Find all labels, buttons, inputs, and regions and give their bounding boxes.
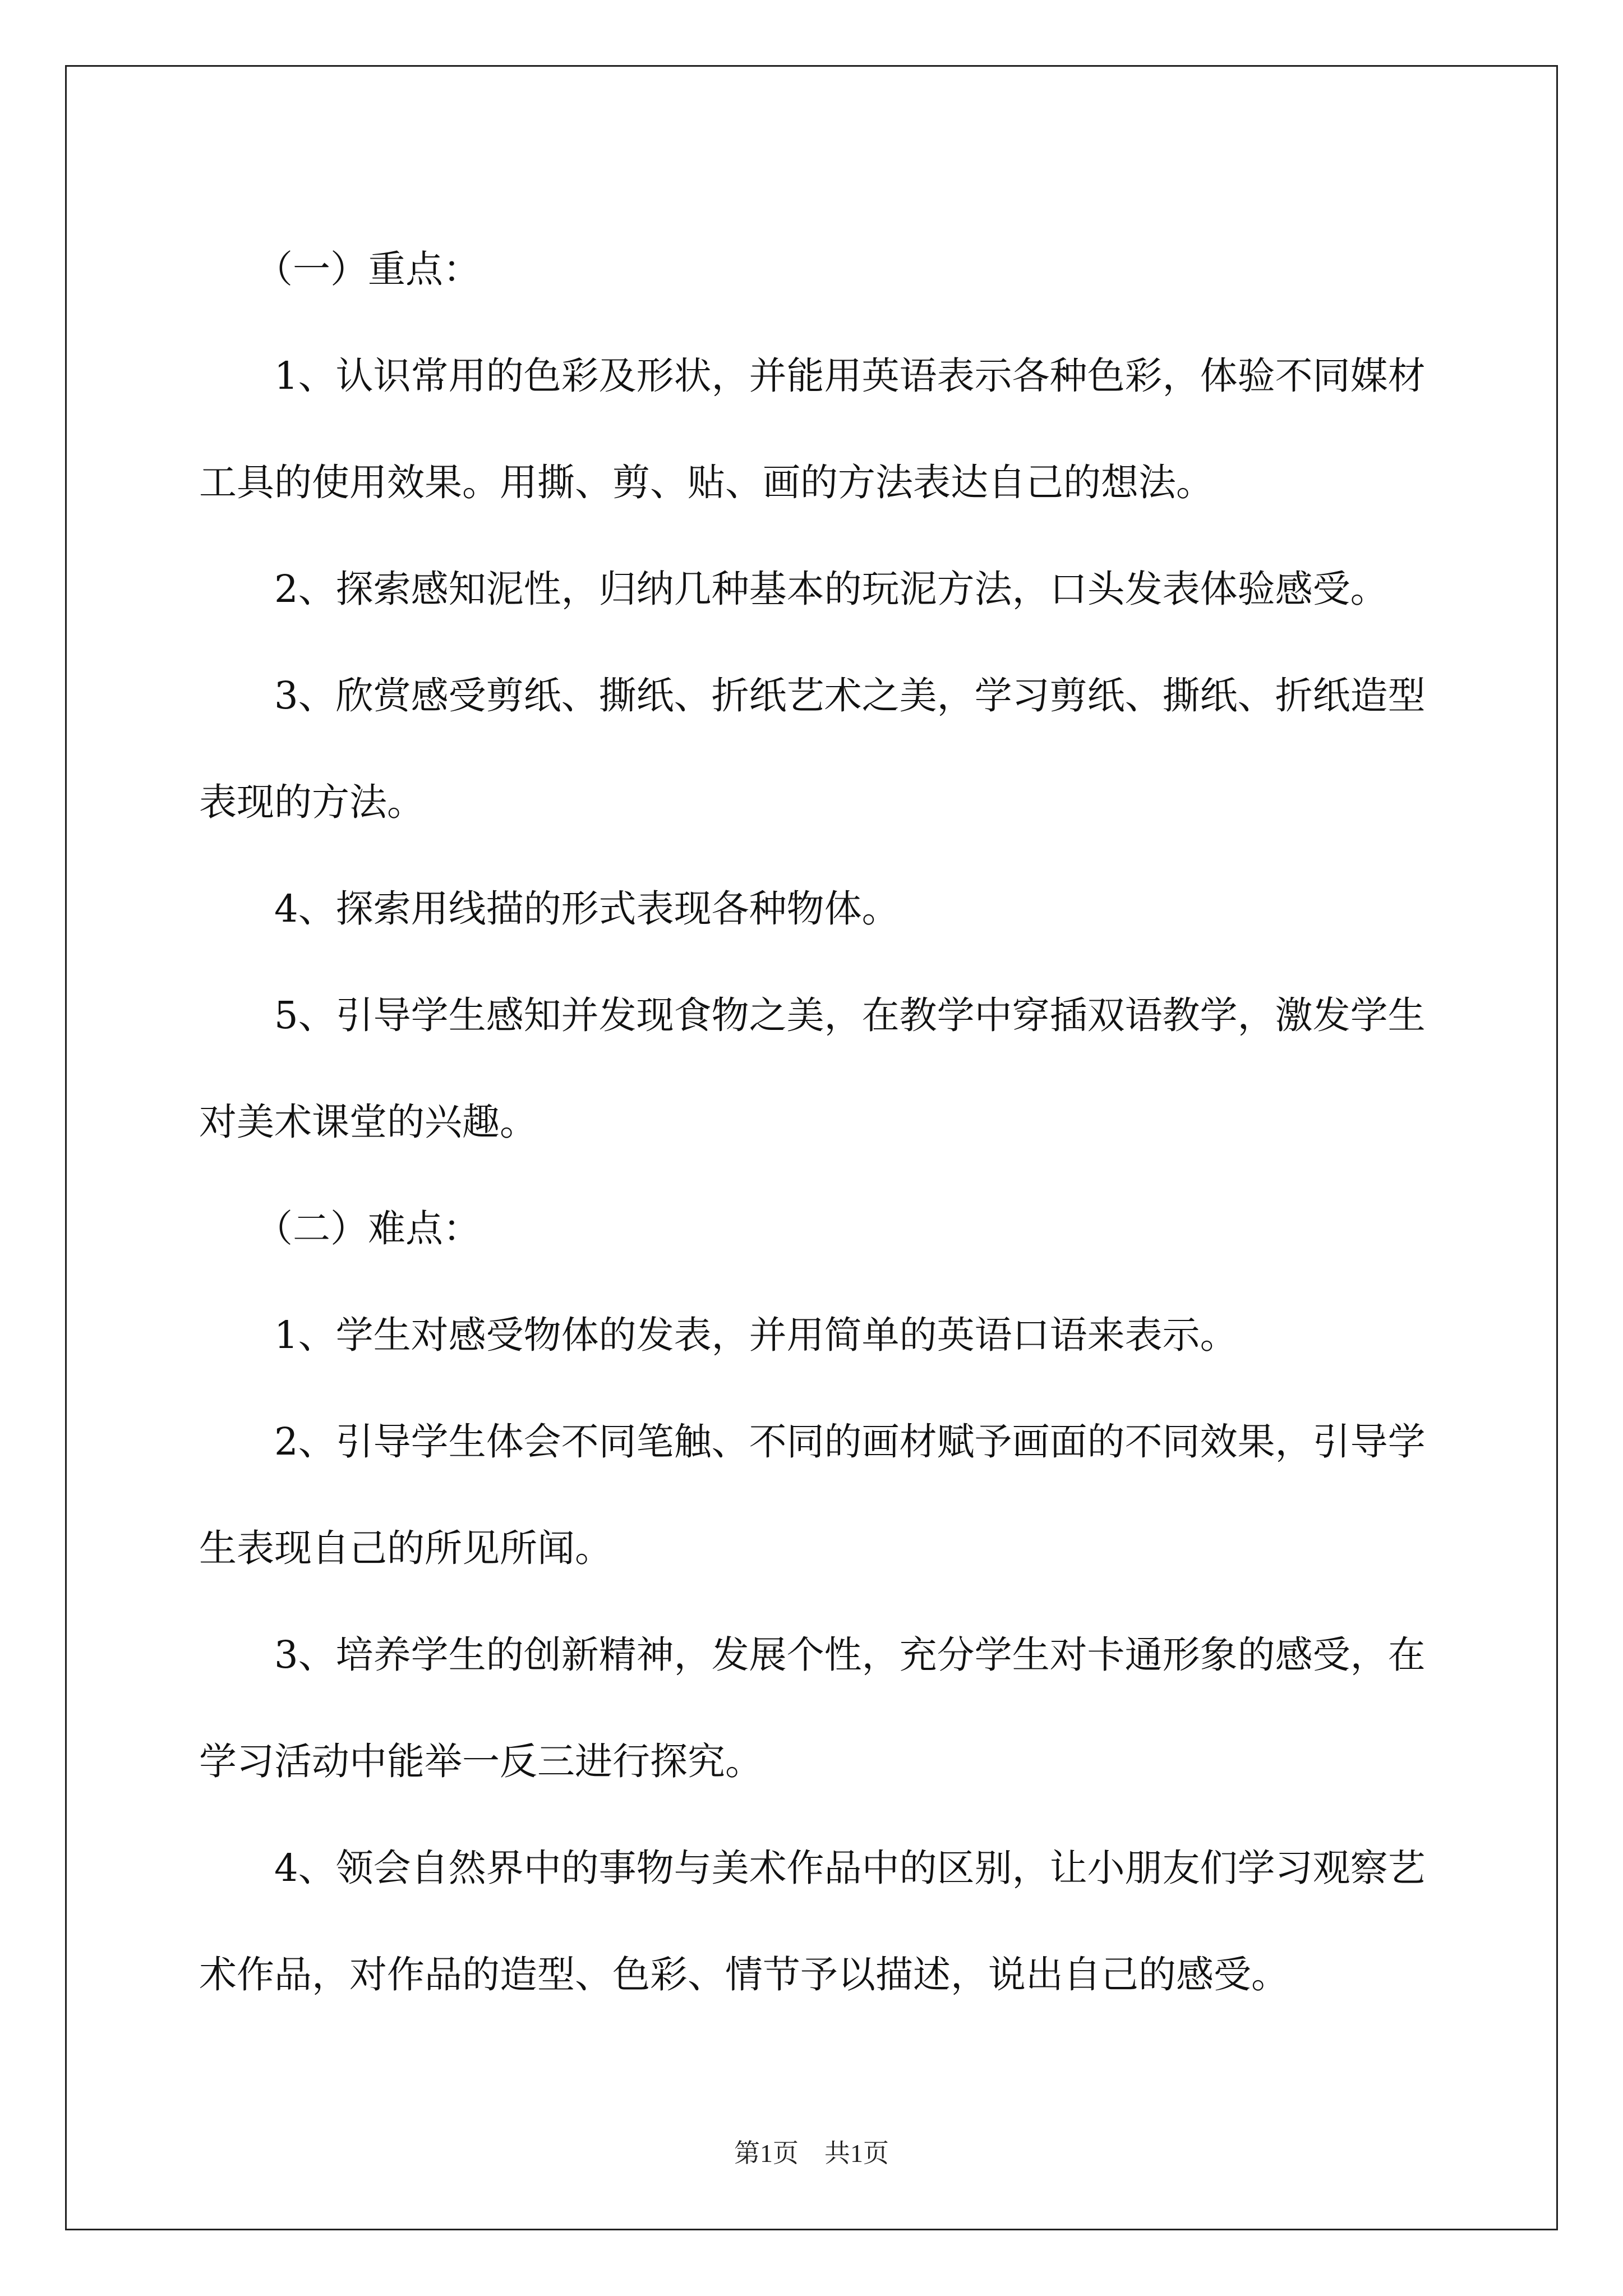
page-footer xyxy=(0,2133,1623,2170)
key-point-item-5: 5、引导学生感知并发现食物之美，在教学中穿插双语教学，激发学生对美术课堂的兴趣。 xyxy=(199,993,1426,1144)
key-point-item-2: 2、探索感知泥性，归纳几种基本的玩泥方法，口头发表体验感受。 xyxy=(274,567,1388,611)
document-body xyxy=(199,216,1427,2028)
section-heading-key-points: （一）重点： xyxy=(255,247,481,291)
page-number: 第1页 xyxy=(734,2139,799,2168)
difficulty-item-3: 3、培养学生的创新精神，发展个性，充分学生对卡通形象的感受，在学习活动中能举一反三进行探究。 xyxy=(199,1633,1426,1783)
key-point-item-1: 1、认识常用的色彩及形状，并能用英语表示各种色彩，体验不同媒材工具的使用效果。用撕、剪、贴、画的方法表达自己的想法。 xyxy=(199,354,1426,504)
difficulty-item-4: 4、领会自然界中的事物与美术作品中的区别，让小朋友们学习观察艺术作品，对作品的造型、色彩、情节予以描述，说出自己的感受。 xyxy=(199,1846,1426,1996)
page-total: 共1页 xyxy=(824,2139,889,2168)
key-point-item-3: 3、欣赏感受剪纸、撕纸、折纸艺术之美，学习剪纸、撕纸、折纸造型表现的方法。 xyxy=(199,674,1426,824)
section-heading-difficulties: （二）难点： xyxy=(255,1207,481,1250)
difficulty-item-2: 2、引导学生体会不同笔触、不同的画材赋予画面的不同效果，引导学生表现自己的所见所闻。 xyxy=(199,1420,1426,1570)
key-point-item-4: 4、探索用线描的形式表现各种物体。 xyxy=(274,887,900,931)
difficulty-item-1: 1、学生对感受物体的发表，并用简单的英语口语来表示。 xyxy=(274,1313,1238,1357)
